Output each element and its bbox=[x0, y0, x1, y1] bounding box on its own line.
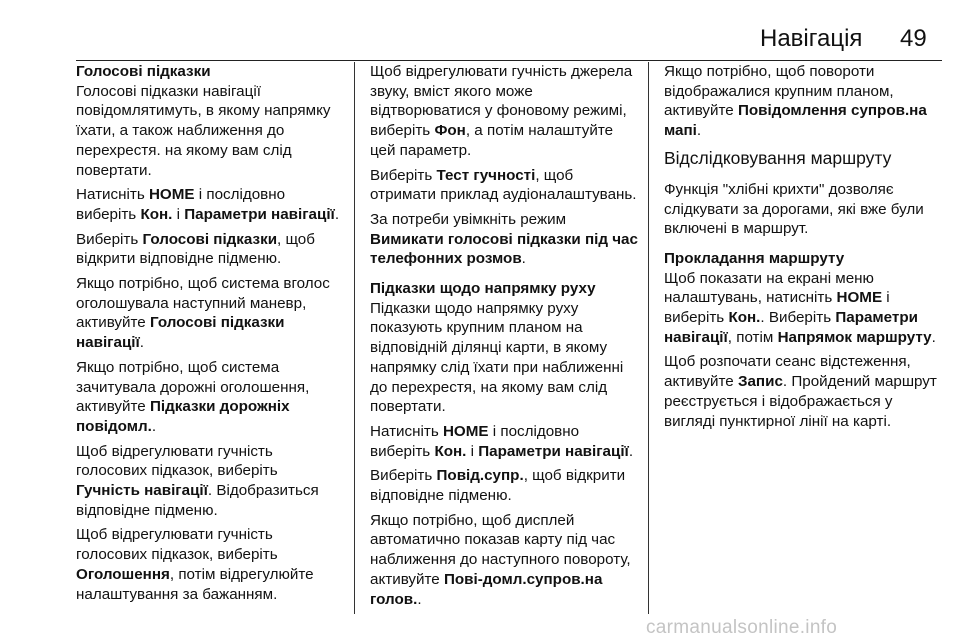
watermark: carmanualsonline.info bbox=[646, 617, 838, 638]
paragraph: Виберіть Голосові підказки, щоб відкрити відповідне підменю. bbox=[76, 230, 315, 268]
column-middle bbox=[370, 62, 640, 614]
paragraph: Щоб показати на екрані меню налаштувань, натисніть HOME і виберіть Кон.. Виберіть Параметри навігації, потім Напрямок маршруту. bbox=[664, 269, 936, 346]
header-rule bbox=[76, 60, 942, 61]
paragraph: Натисніть HOME і послідовно виберіть Кон. і Параметри навігації. bbox=[76, 186, 340, 223]
paragraph: Виберіть Повід.супр., щоб відкрити відповідне підменю. bbox=[370, 467, 626, 505]
paragraph: Щоб відрегулювати гучність голосових підказок, виберіть Оголошення, потім відрегулюйте налаштування за бажанням. bbox=[76, 526, 314, 603]
paragraph: Виберіть Тест гучності, щоб отримати приклад аудіоналаштувань. bbox=[370, 166, 637, 204]
section-title: Навігація bbox=[760, 25, 863, 52]
paragraph: Якщо потрібно, щоб система зачитувала дорожні оголошення, активуйте Підказки дорожніх повідомл.. bbox=[76, 358, 310, 435]
heading-route-tracking: Відслідковування маршруту bbox=[664, 147, 892, 168]
column-right bbox=[664, 62, 942, 614]
heading-turn-guidance: Підказки щодо напрямку руху bbox=[370, 280, 596, 298]
column-divider bbox=[648, 62, 649, 614]
column-divider bbox=[354, 62, 355, 614]
paragraph: За потреби увімкніть режим Вимикати голосові підказки під час телефонних розмов. bbox=[370, 210, 638, 268]
heading-voice-guidance: Голосові підказки bbox=[76, 63, 211, 80]
paragraph: Щоб відрегулювати гучність голосових підказок, виберіть Гучність навігації. Відобразиться відповідне підменю. bbox=[76, 442, 319, 519]
page-number: 49 bbox=[900, 25, 927, 52]
paragraph: Якщо потрібно, щоб система вголос оголошувала наступний маневр, активуйте Голосові підказки навігації. bbox=[76, 275, 330, 352]
paragraph: Голосові підказки навігації повідомлятимуть, в якому напрямку їхати, а також наближення до перехрестя. на якому вам слід повертати. bbox=[76, 82, 331, 179]
paragraph: Підказки щодо напрямку руху показують крупним планом на відповідній ділянці карти, в якому напрямку слід їхати при наближенні до перехрестя, на якому вам слід повертати. bbox=[370, 299, 624, 416]
column-left bbox=[76, 62, 344, 614]
paragraph: Функція "хлібні крихти" дозволяє слідкувати за дорогами, які вже були включені в маршрут. bbox=[664, 180, 924, 238]
paragraph: Щоб відрегулювати гучність джерела звуку, вміст якого може відтворюватися у фоновому режимі, виберіть Фон, а потім налаштуйте цей параметр. bbox=[370, 63, 633, 159]
page-header bbox=[0, 24, 960, 60]
paragraph: Якщо потрібно, щоб дисплей автоматично показав карту під час наближення до наступного повороту, активуйте Пові-домл.супров.на голов.. bbox=[370, 511, 631, 608]
heading-route-recording: Прокладання маршруту bbox=[664, 249, 845, 267]
paragraph: Щоб розпочати сеанс відстеження, активуйте Запис. Пройдений маршрут реєструється і відображається у вигляді пунктирної лінії на карті. bbox=[664, 353, 937, 430]
paragraph: Якщо потрібно, щоб повороти відображалися крупним планом, активуйте Повідомлення супров.на мапі. bbox=[664, 63, 927, 140]
paragraph: Натисніть HOME і послідовно виберіть Кон. і Параметри навігації. bbox=[370, 422, 634, 460]
